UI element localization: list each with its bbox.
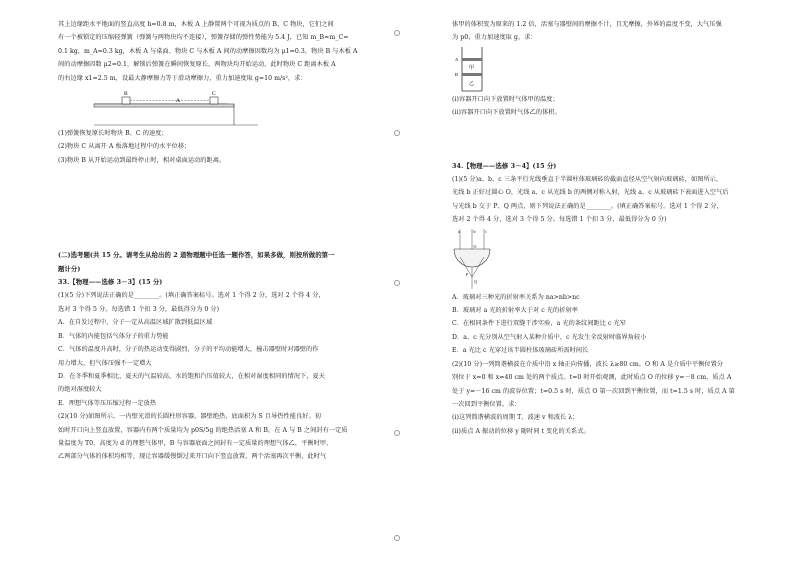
label-piston-a: A xyxy=(455,56,459,62)
label-point-q: Q xyxy=(474,278,477,284)
q33-option: A．在自发过程中，分子一定从高温区域扩散到低温区域 xyxy=(58,319,213,327)
label-c: C xyxy=(212,91,216,98)
q34-part2-line: 一次回到平衡位置。求： xyxy=(452,400,521,408)
label-a: A xyxy=(176,98,181,105)
label-ray-a: a xyxy=(458,228,460,234)
q33-option: E．理想气体等压压缩过程一定放热 xyxy=(58,399,157,407)
label-ray-b: b xyxy=(473,228,476,234)
continued-line: 为 p0，重力加速度取 g，求： xyxy=(452,34,537,42)
intro-line: 的右边缘 x1=2.5 m，设最大静摩擦力等于滑动摩擦力，重力加速度取 g=10 m/s²，求： xyxy=(58,74,307,82)
figure-cylinder xyxy=(452,45,792,93)
label-piston-b: B xyxy=(455,71,459,77)
q33-option: D．在冬季和夏季相比，夏天的气温较高，水的饱和汽压值较大，在相对湿度相同的情况下，夏天 xyxy=(58,372,325,380)
figure-semicylinder xyxy=(452,227,792,291)
q33-option: C．气体的温度升高时，分子的热运动变得剧烈，分子的平均动能增大，撞击器壁时对器壁的作 xyxy=(58,346,319,354)
intro-line: 间的动摩擦因数 μ2=0.1，解锁后弹簧在瞬间恢复原长，两物块均开始运动，此时物块 C 距离木板 A xyxy=(58,61,336,69)
q33-title: 33.【物理——选修 3－3】(15 分) xyxy=(58,278,163,287)
label-b: B xyxy=(124,91,128,98)
q34-part2-line: (i)这列简谐横波的周期 T、波速 v 和波长 λ； xyxy=(452,414,579,422)
q33-part2-line: (2)(10 分)如图所示，一内壁光滑的长圆柱形容器，器壁绝热、底面积为 S 且导热性能良好。初 xyxy=(58,413,321,421)
q33-part2-line: 始时开口向上竖直放置，容器内有两个质量均为 p0S/5g 的绝热活塞 A 和 B，在 A 与 B 之间封有一定质 xyxy=(58,426,348,434)
label-gas-jia: 甲 xyxy=(469,65,475,71)
label-gas-yi: 乙 xyxy=(469,81,475,87)
q33-part2-line: 量温度为 T0、高度为 d 的理想气体甲，B 与容器底面之间封有一定质量的理想气体乙，平衡时甲、 xyxy=(58,439,333,447)
sub-question: (ii)容器开口向下放置时气体乙的体积。 xyxy=(452,109,561,117)
q34-part2-line: 别位于 x=0 和 x=40 cm 处的两个质点。t=0 时开始观测，此时质点 O 的位移 y=－8 cm，质点 A xyxy=(452,374,732,382)
q34-part2-line: (ii)质点 A 振动的位移 y 随时间 t 变化的关系式。 xyxy=(452,427,590,435)
q34-part1-line: 光线 b 正好过圆心 O，光线 a、c 从光线 b 的两侧对称入射，光线 a、c 从玻璃砖下表面进入空气后 xyxy=(452,189,729,197)
q34-option: B．玻璃对 a 光的折射率大于对 c 光的折射率 xyxy=(452,307,578,315)
q34-part2-line: 处于 y=－16 cm 的波谷位置；t=0.5 s 时，质点 O 第一次回到平衡位置，而 t=1.5 s 时，质点 A 第 xyxy=(452,387,735,395)
question-line: (1)弹簧恢复原长时物块 B、C 的速度； xyxy=(58,130,168,138)
column-divider xyxy=(394,30,400,550)
intro-line: 有一个被锁定的压缩轻弹簧（弹簧与两物块均不连接），弹簧存储的弹性势能为 5.4 J，已知 m_B=m_C= xyxy=(58,34,349,42)
q34-part1-line: (1)(5 分)a、b、c 三条平行光线垂直于半圆柱体玻璃砖的截面直径从空气射向玻璃砖，如图所示， xyxy=(452,176,723,184)
optional-heading: (二)选考题(共 15 分。请考生从给出的 2 道物理题中任选一题作答，如果多做，则按所做的第一 xyxy=(58,251,335,260)
question-line: (2)物块 C 从离开 A 板落地过程中的水平位移； xyxy=(58,143,191,151)
continued-line: 体甲的体积变为原来的 1.2 倍，活塞与器壁间的摩擦不计，且无摩擦，外界的温度不变，大气压强 xyxy=(452,21,722,28)
label-center-o: O xyxy=(473,243,477,249)
q33-part1-line: (1)(5 分)下列说法正确的是________。(填正确答案标号。选对 1 个得 2 分，选对 2 个得 4 分， xyxy=(58,292,325,300)
q33-option: B．气体的内能包括气体分子的重力势能 xyxy=(58,332,169,340)
q34-option: A．玻璃对三种光的折射率关系为 na>nb>nc xyxy=(452,293,580,301)
q34-title: 34.【物理——选修 3－4】(15 分) xyxy=(452,161,557,170)
figure-board-blocks xyxy=(58,85,398,127)
label-point-p: P xyxy=(466,271,469,277)
intro-line: 0.1 kg，m_A=0.3 kg，木板 A 与桌面、物块 C 与木板 A 间的动摩擦因数均为 μ1=0.3，物块 B 与木板 A xyxy=(58,47,358,55)
optional-heading: 题计分) xyxy=(58,264,81,273)
q34-option: D．a、c 光分别从空气射入某种介质中，c 光发生全反射时临界角较小 xyxy=(452,333,647,341)
q34-part1-line: 与光线 b 交于 P、Q 两点，则下列说法正确的是________。(填正确答案标号。选对 1 个得 2 分， xyxy=(452,202,723,210)
q33-option: 的绝对湿度较大 xyxy=(58,386,102,394)
q34-part1-line: 选对 2 个得 4 分，选对 3 个得 5 分。每选错 1 个扣 3 分，最低得分为 0 分) xyxy=(452,216,667,224)
q33-part1-line: 选对 3 个得 5 分。每选错 1 个扣 3 分，最低得分为 0 分) xyxy=(58,305,220,313)
intro-line: 其上边缘距水平地面的竖直高度 h=0.8 m，木板 A 上静置两个可视为质点的 B、C 物块，它们之间 xyxy=(58,21,334,28)
q34-option: E．a 光比 c 光穿过该半圆柱体玻璃砖所需时间长 xyxy=(452,347,589,355)
q34-option: C．在相同条件下进行双缝干涉实验，a 光的条纹间距比 c 光窄 xyxy=(452,320,627,328)
sub-question: (i)容器开口向下放置时气体甲的温度； xyxy=(452,95,559,103)
q33-option: 用力增大，但气体压强不一定增大 xyxy=(58,359,152,367)
label-ray-c: c xyxy=(485,228,487,234)
question-line: (3)物块 B 从开始运动到最终停止时，相对桌面运动的距离。 xyxy=(58,156,226,164)
right-column xyxy=(452,18,792,438)
left-column xyxy=(58,18,398,464)
q34-part2-line: (2)(10 分)一列简谐横波在介质中沿 x 轴正向传播，波长 λ≥80 cm。O 和 A 是介质中平衡位置分 xyxy=(452,360,724,368)
q33-part2-line: 乙两部分气体的体积均相等，现让容器缓慢倒过来开口向下竖直放置，两个活塞再次平衡，此时气 xyxy=(58,453,327,461)
